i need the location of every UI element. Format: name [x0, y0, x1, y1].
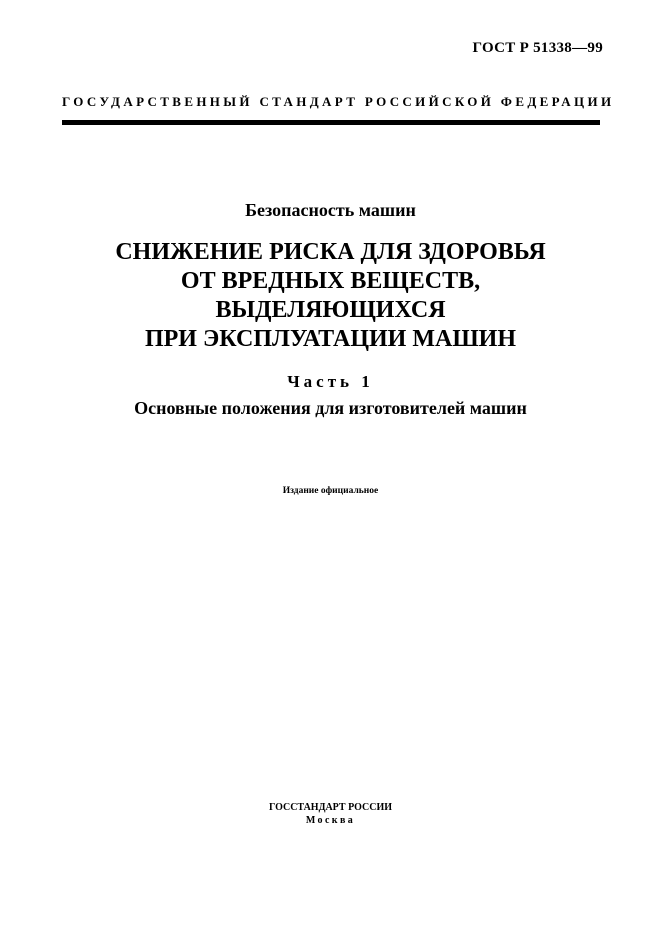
- state-standard-heading: ГОСУДАРСТВЕННЫЙ СТАНДАРТ РОССИЙСКОЙ ФЕДЕРАЦИИ: [62, 94, 615, 109]
- series-title: Безопасность машин: [245, 200, 416, 220]
- main-title-line: СНИЖЕНИЕ РИСКА ДЛЯ ЗДОРОВЬЯ: [115, 239, 546, 265]
- part-label: Часть 1: [287, 372, 374, 391]
- edition-note: Издание официальное: [282, 486, 379, 496]
- main-title: [0, 238, 661, 354]
- publication-city: Москва: [305, 815, 356, 826]
- main-title-line: ПРИ ЭКСПЛУАТАЦИИ МАШИН: [144, 326, 517, 352]
- document-number: ГОСТ Р 51338—99: [472, 40, 603, 56]
- part-title: Основные положения для изготовителей машин: [134, 398, 527, 418]
- publisher: ГОССТАНДАРТ РОССИИ: [268, 802, 393, 813]
- header-divider: [62, 120, 600, 125]
- main-title-line: ВЫДЕЛЯЮЩИХСЯ: [215, 297, 446, 323]
- main-title-line: ОТ ВРЕДНЫХ ВЕЩЕСТВ,: [180, 268, 481, 294]
